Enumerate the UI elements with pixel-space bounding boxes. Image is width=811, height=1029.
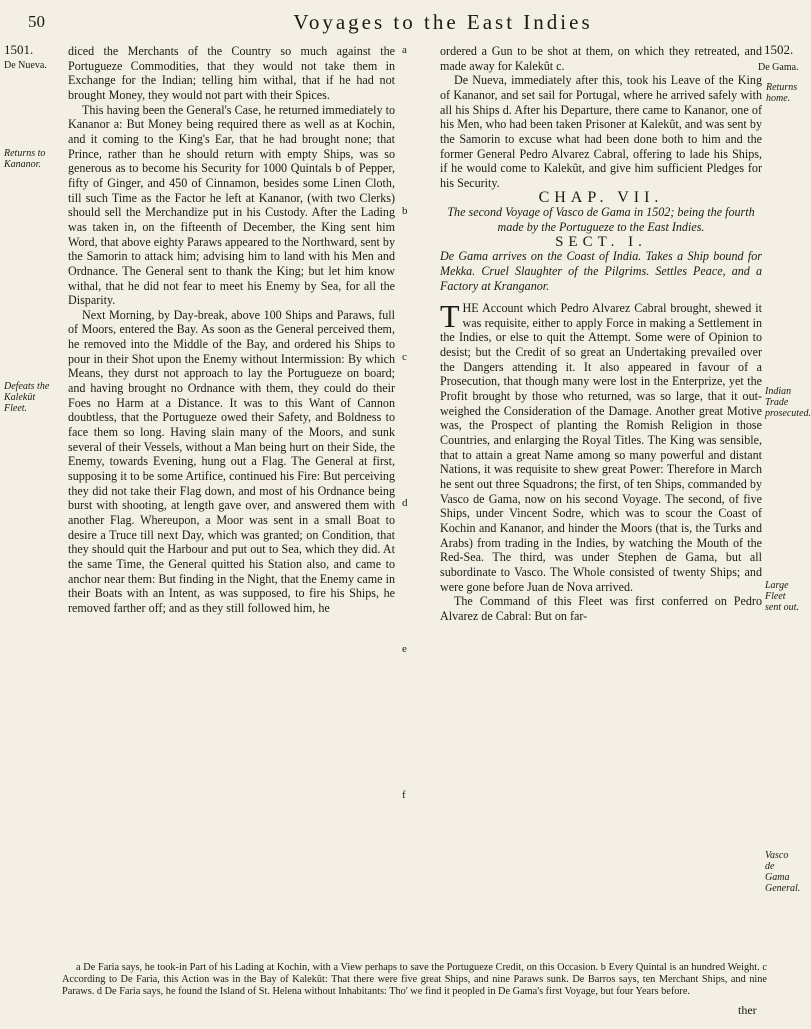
paragraph: Next Morning, by Day-break, above 100 Ships and Paraws, full of Moors, entered the Bay. As soon as the General perceived them, he removed into the Middle of the Bay, and ordered his Ships to pour in their Shot upon the Enemy without Intermission: By which Means, they durst not approach to lay the Portugueze on board; and having brought no Ordnance with them, they could do their Foes no Harm at a Distance. It was to this Want of Cannon doubtless, that the Portugueze owed their Safety, and Boldness to face them so long. Having slain many of the Moors, and sunk several of their Vessels, without a Man being hurt on their Side, the Enemy, towards Evening, hung out a Flag. The General at first, supposing it to be some Artifice, continued his Fire: But perceiving they did not take their Flag down, and most of his Ordnance being burst with shooting, at length gave over, and answered them with another Flag. Whereupon, a Moor was sent in a small Boat to desire a Truce till next Day, which was granted; on Condition, that they should quit the Harbour and put out to Sea, which they did. At the same Time, the General quitted his Station also, and came to anchor near them: But finding in the Night, that the Enemy came in their Boats with an Intent, as was supposed, to fire his Ships, he removed farther off; and as they still followed him, he <box>68 307 395 615</box>
margin-year-right: 1502. <box>764 42 794 57</box>
running-title: Voyages to the East Indies <box>293 10 593 34</box>
column-letter-d: d <box>402 497 408 509</box>
paragraph: diced the Merchants of the Country so much against the Portugueze Commodities, that they would not take them in Exchange for the Indian; telling him withal, that if he had not brought Money, they would not part with their Spices. <box>68 44 395 102</box>
column-letter-c: c <box>402 351 407 363</box>
paragraph: De Nueva, immediately after this, took his Leave of the King of Kananor, and set sail for Portugal, where he arrived safely with all his Ships d. After his Departure, there came to Kananor, one of his Men, who had been taken Prisoner at Kalekût, and was sent by the Samorin to excuse what had been done both to him and the former General Pedro Alvarez Cabral, offering to lade his Ships, if he would come to Kalekût, and give him sufficient Pledges for his Security. <box>440 73 762 190</box>
paragraph-text: HE Account which Pedro Alvarez Cabral brought, shewed it was requisite, either to apply Force in making a Settlement in the Indies, or else to quit the Attempt. Some were of Opinion to desist; but the Credit of so great an Undertaking prevailed over the Dangers attending it. It also appeared in favour of a Prosecution, that though many were lost in the Enterprize, yet the Profit brought by those who returned, was so large, that it out-weighed the Consideration of the Damage. Another great Motive was, the Prospect of planting the Romish Religion in those Countries, and enlarging the Royal Titles. The King was sensible, that to attain a great Name among so many powerful and distant Nations, it was requisite to shew great Power: Therefore in March he sent out three Squadrons; the first, of ten Ships, commanded by Vasco de Gama, now on his second Voyage. The second, of five Ships, under Vincent Sodre, which was to scour the Coast of Kochin and Kananor, and hinder the Moors (that is, the Turks and Arabs) from trading in the Indies, by watching the Mouth of the Red-Sea. The third, was under Stephen de Gama, but all subordinate to Vasco. The Whole consisted of twenty Ships; and were gone before Juan de Nova arrived. <box>440 301 762 594</box>
catchword: ther <box>738 1003 757 1017</box>
column-letter-a: a <box>402 44 407 56</box>
footnotes <box>62 962 767 998</box>
margin-place-left: De Nueva. <box>4 60 47 71</box>
column-letter-e: e <box>402 643 407 655</box>
page-header <box>28 12 788 38</box>
margin-note-vasco-general: Vasco de Gama General. <box>765 850 801 894</box>
chapter-heading: CHAP. VII. <box>538 188 664 206</box>
margin-note-large-fleet: Large Fleet sent out. <box>765 580 799 613</box>
footnote-text: a De Faria says, he took-in Part of his Lading at Kochin, with a View perhaps to save the Portugueze Credit, on this Occasion. b Every Quintal is an hundred Weight. c According to De Faria, this Action was in the Bay of Kalekût: That there were five great Ships, and nine Paraws sunk. De Barros says, ten Merchant Ships, and nine Paraws. d De Faria says, he found the Island of St. Helena without Inhabitants: Tho' we find it peopled in De Gama's first Voyage, but four Years before. <box>62 962 767 997</box>
paragraph: This having been the General's Case, he returned immediately to Kananor a: But Money being required there as well as at Kochin, and it coming to the King's Ear, that he had brought none; that Prince, rather than he should return with empty Ships, was so generous as to become his Security for 1000 Quintals b of Pepper, fifty of Ginger, and 450 of Cinnamon, besides some Linen Cloth, till such Time as the Factor he left at Kananor, (with two Clerks) should sell the Merchandize put in his Custody. After the Lading was taken in, on the fifteenth of December, the King sent him Word, that above eighty Paraws appeared to the Northward, sent by the Samorin to attack him; advising him to land with his Men and Ordnance. The General sent to thank the King; but let him know withal, that he did not fear to meet his Enemy by Sea, for all the Disparity. <box>68 102 395 308</box>
left-column <box>68 44 395 616</box>
margin-year-left: 1501. <box>4 42 34 57</box>
paragraph <box>440 298 762 594</box>
margin-note-returns-kananor: Returns to Kananor. <box>4 148 46 170</box>
page-number: 50 <box>28 12 45 31</box>
margin-note-defeats-fleet: Defeats the Kalekût Fleet. <box>4 381 50 414</box>
margin-name-right: De Gama. <box>758 62 799 73</box>
paragraph: ordered a Gun to be shot at them, on which they retreated, and made away for Kalekût c. <box>440 44 762 73</box>
drop-cap: T <box>440 298 460 335</box>
paragraph: The Command of this Fleet was first conferred on Pedro Alvarez de Cabral: But on far- <box>440 594 762 623</box>
margin-note-trade-prosecuted: Indian Trade prosecuted. <box>765 386 811 419</box>
column-letter-f: f <box>402 789 406 801</box>
column-letter-b: b <box>402 205 408 217</box>
right-column <box>440 44 762 624</box>
chapter-subtitle: The second Voyage of Vasco de Gama in 1502; being the fourth made by the Portugueze to the East Indies. <box>447 205 755 234</box>
section-heading: SECT. I. <box>555 233 647 250</box>
margin-note-returns-home: Returns home. <box>766 82 798 104</box>
section-subtitle: De Gama arrives on the Coast of India. Takes a Ship bound for Mekka. Cruel Slaughter of the Pilgrims. Settles Peace, and a Factory at Kranganor. <box>440 249 762 293</box>
